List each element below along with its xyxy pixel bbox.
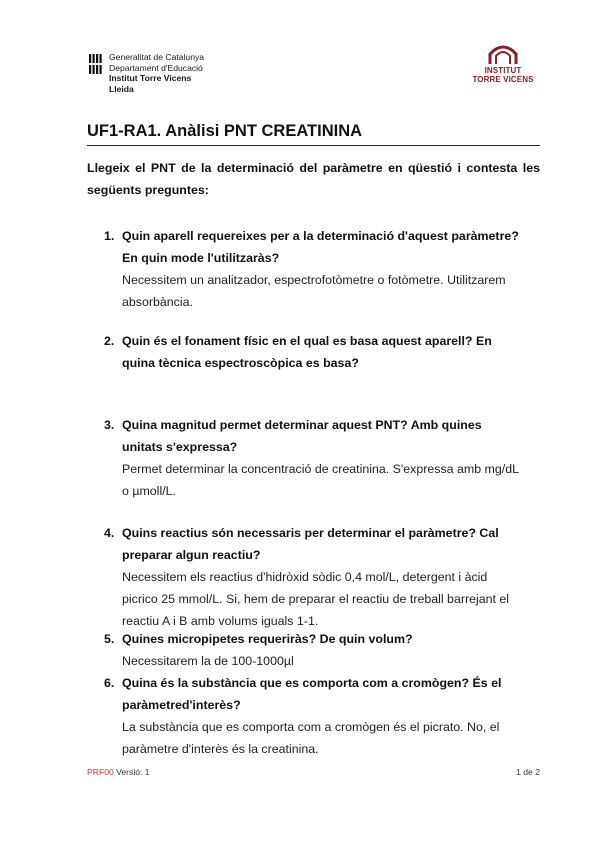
title-divider — [87, 145, 540, 146]
question-text: Quina és la substància que es comporta com a cromògen? És el paràmetred'interès? — [122, 676, 502, 712]
institute-logo-line-1: INSTITUT — [484, 66, 522, 75]
institute-logo-line-2: TORRE VICENS — [472, 75, 534, 84]
answer-text: Necessitarem la de 100-1000µl — [122, 654, 294, 668]
question-number: 6. — [104, 676, 115, 690]
question-text: Quins reactius són necessaris per determinar el paràmetre? Cal preparar algun reactiu? — [122, 526, 499, 562]
intro-instructions: Llegeix el PNT de la determinació del paràmetre en qüestió i contesta les següents preguntes: — [87, 161, 540, 197]
page-title: UF1-RA1. Anàlisi PNT CREATININA — [87, 122, 363, 140]
answer-text: Permet determinar la concentració de creatinina. S'expressa amb mg/dL o µmoll/L. — [122, 462, 519, 498]
question-6 — [87, 672, 540, 760]
question-3 — [87, 414, 540, 502]
question-number: 2. — [104, 334, 115, 348]
page-number: 1 de 2 — [516, 767, 540, 777]
document-code: PRF00 — [87, 767, 114, 777]
question-text: Quines micropipetes requeriràs? De quin volum? — [122, 632, 413, 646]
question-number: 4. — [104, 526, 115, 540]
question-1 — [87, 225, 540, 313]
question-number: 5. — [104, 632, 115, 646]
answer-text: Necessitem un analitzador, espectrofotòmetre o fotòmetre. Utilitzarem absorbància. — [122, 273, 506, 309]
institute-arch-icon — [488, 44, 518, 64]
question-2 — [87, 330, 540, 374]
gencat-logo-icon — [89, 54, 104, 74]
org-line-1: Generalitat de Catalunya — [109, 52, 205, 62]
version-label: Versió: 1 — [113, 767, 150, 777]
question-4 — [87, 522, 540, 632]
org-line-4: Lleida — [109, 83, 134, 94]
footer-version — [87, 767, 150, 777]
question-5 — [87, 628, 540, 672]
answer-text: La substància que es comporta com a cromògen és el picrato. No, el paràmetre d'interès és la creatinina. — [122, 720, 500, 756]
org-line-2: Departament d'Educació — [109, 62, 203, 73]
organization-block — [109, 52, 204, 94]
question-number: 3. — [104, 418, 115, 432]
question-text: Quin aparell requereixes per a la determinació d'aquest paràmetre? En quin mode l'utilitzaràs? — [122, 229, 519, 265]
question-text: Quina magnitud permet determinar aquest PNT? Amb quines unitats s'expressa? — [122, 418, 482, 454]
question-text: Quin és el fonament físic en el qual es basa aquest aparell? En quina tècnica espectroscòpica es basa? — [122, 334, 492, 370]
answer-text: Necessitem els reactius d'hidròxid sòdic 0,4 mol/L, detergent i àcid picrico 25 mmol/L. Si, hem de preparar el reactiu de treball barrejant el reactiu A i B amb volums iguals 1-1. — [122, 570, 510, 628]
institute-logo — [470, 44, 536, 86]
org-line-3: Institut Torre Vicens — [109, 73, 192, 84]
question-number: 1. — [104, 229, 115, 243]
